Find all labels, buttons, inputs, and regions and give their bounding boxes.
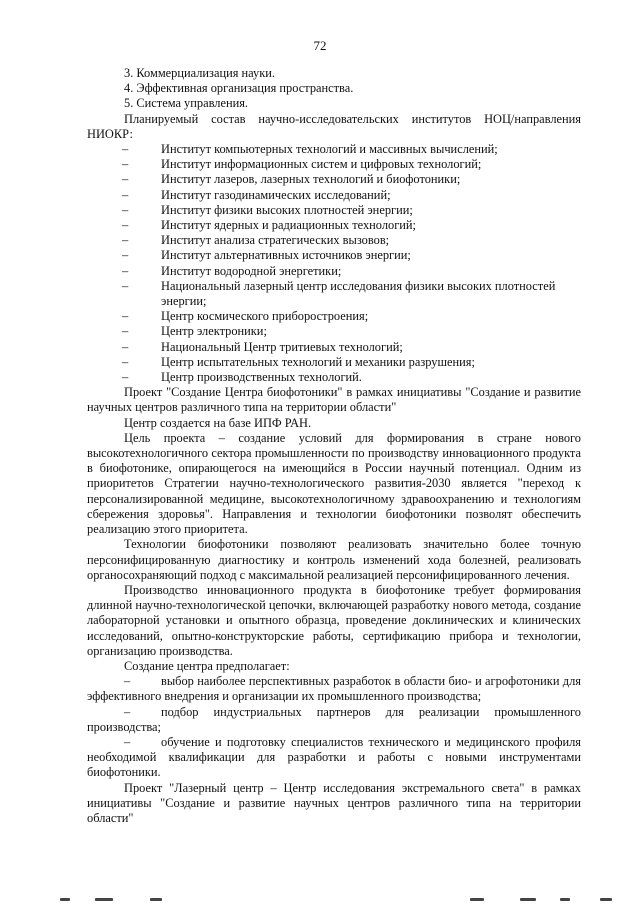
dash-bullet: –: [122, 354, 129, 369]
institute-item: [87, 157, 581, 172]
center-list: [87, 674, 581, 780]
institute-item: [87, 340, 581, 355]
dash-bullet: –: [122, 309, 129, 324]
institute-text: Институт компьютерных технологий и массивных вычислений;: [161, 142, 498, 157]
institute-item: [87, 218, 581, 233]
institute-text: Институт альтернативных источников энергии;: [161, 248, 411, 263]
list-item: 5. Система управления.: [124, 96, 249, 111]
institute-text: Институт газодинамических исследований;: [161, 187, 391, 202]
page-number: 72: [313, 38, 327, 53]
institute-text: Центр космического приборостроения;: [161, 309, 369, 324]
institute-item: [87, 370, 581, 385]
project2-title: Проект "Лазерный центр – Центр исследования экстремального света" в рамках инициативы "Создание и развитие научных центров различного типа на территории области": [87, 780, 581, 825]
dash-bullet: –: [122, 324, 129, 339]
project1-tech: Технологии биофотоники позволяют реализовать значительно более точную персонифицированную диагностику и контроль изменений хода болезней, реализовать органосохраняющий подход с максимальной реализацией персонифицированного лечения.: [87, 537, 581, 582]
project1-production: Производство инновационного продукта в биофотонике требует формирования длинной научно-технологической цепочки, включающей разработку нового метода, создание лабораторной установки и опытного образца, проведение доклинических и клинических исследований, опытно-конструкторские работы, сертификацию прибора и технологии, организацию производства.: [87, 582, 581, 658]
institute-text: Центр электроники;: [161, 324, 267, 339]
institutes-intro: Планируемый состав научно-исследовательских институтов НОЦ/направления НИОКР:: [87, 111, 581, 141]
center-intro: Создание центра предполагает:: [124, 658, 290, 673]
center-item-text: подбор индустриальных партнеров для реализации промышленного производства;: [87, 704, 581, 734]
institute-item: [87, 188, 581, 203]
dash-bullet: –: [122, 142, 129, 157]
institute-text: Национальный Центр тритиевых технологий;: [161, 339, 403, 354]
dash-bullet: –: [122, 187, 129, 202]
project1-base: Центр создается на базе ИПФ РАН.: [124, 415, 312, 430]
dash-bullet: –: [124, 704, 131, 719]
center-item: [87, 705, 581, 735]
institute-item: [87, 203, 581, 218]
institute-item: [87, 233, 581, 248]
dash-bullet: –: [122, 339, 129, 354]
institute-text: Институт ядерных и радиационных технологий;: [161, 218, 416, 233]
dash-bullet: –: [122, 172, 129, 187]
institute-item: [87, 309, 581, 324]
dash-bullet: –: [122, 263, 129, 278]
dash-bullet: –: [122, 278, 129, 293]
institutes-list: [87, 142, 581, 385]
institute-text: Институт водородной энергетики;: [161, 263, 342, 278]
project1-goal: Цель проекта – создание условий для формирования в стране нового высокотехнологичного сектора промышленности по производству инновационного продукта в биофотонике, опирающегося на имеющийся в России научный потенциал. Одним из приоритетов Стратегии научно-технологического развития-2030 является "переход к персонализированной медицине, высокотехнологичному здравоохранению и технологиям сбережения здоровья". Направления и технологии биофотоники позволят обеспечить реализацию этого приоритета.: [87, 430, 581, 537]
institute-text: Национальный лазерный центр исследования физики высоких плотностей энергии;: [161, 278, 556, 309]
institute-text: Институт анализа стратегических вызовов;: [161, 233, 390, 248]
institute-text: Центр испытательных технологий и механики разрушения;: [161, 354, 475, 369]
institute-item: [87, 324, 581, 339]
center-item-text: выбор наиболее перспективных разработок в области био- и агрофотоники для эффективного внедрения и организации их промышленного производства;: [87, 674, 581, 704]
project1-title: Проект "Создание Центра биофотоники" в рамках инициативы "Создание и развитие научных центров различного типа на территории области": [87, 385, 581, 415]
institute-text: Институт лазеров, лазерных технологий и биофотоники;: [161, 172, 461, 187]
dash-bullet: –: [122, 233, 129, 248]
dash-bullet: –: [124, 674, 131, 689]
dash-bullet: –: [122, 218, 129, 233]
center-item-text: обучение и подготовку специалистов технического и медицинского профиля необходимой квалификации для разработки и работы с новыми инструментами биофотоники.: [87, 734, 581, 780]
institute-text: Институт информационных систем и цифровых технологий;: [161, 157, 482, 172]
institute-item: [87, 264, 581, 279]
scan-edge: [0, 892, 640, 905]
institute-item: [87, 142, 581, 157]
institute-item: [87, 279, 581, 309]
dash-bullet: –: [122, 370, 129, 385]
dash-bullet: –: [122, 202, 129, 217]
institute-text: Институт физики высоких плотностей энергии;: [161, 202, 413, 217]
institute-item: [87, 355, 581, 370]
dash-bullet: –: [124, 734, 131, 749]
institute-text: Центр производственных технологий.: [161, 370, 362, 385]
list-item: 3. Коммерциализация науки.: [124, 66, 275, 80]
page-body: [87, 66, 581, 826]
institute-item: [87, 172, 581, 187]
institute-item: [87, 248, 581, 263]
center-item: [87, 674, 581, 704]
dash-bullet: –: [122, 248, 129, 263]
dash-bullet: –: [122, 157, 129, 172]
list-item: 4. Эффективная организация пространства.: [124, 81, 354, 96]
center-item: [87, 735, 581, 781]
